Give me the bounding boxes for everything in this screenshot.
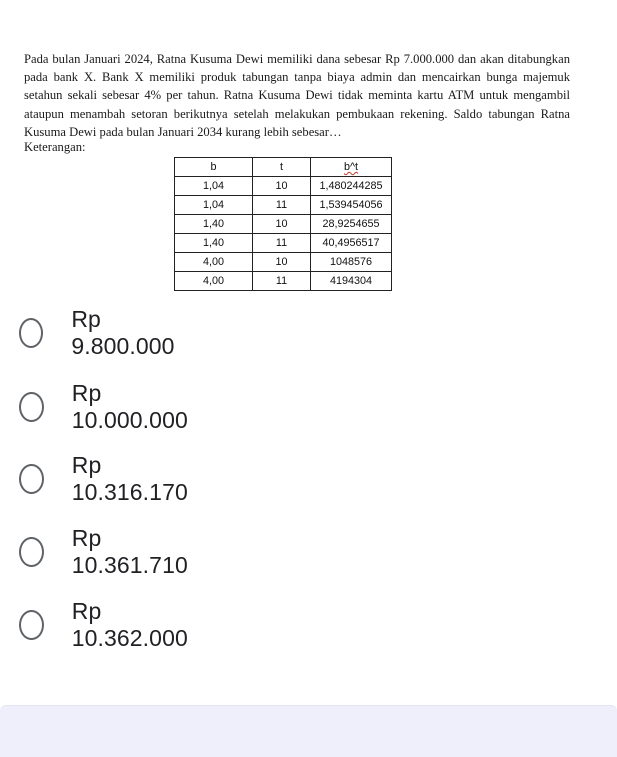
cell-t: 11	[253, 272, 311, 291]
cell-t: 11	[253, 234, 311, 253]
cell-b-pow-t: 40,4956517	[311, 234, 392, 253]
keterangan-label: Keterangan:	[24, 140, 86, 154]
option-label[interactable]: Rp 9.800.000	[71, 306, 175, 359]
option-label[interactable]: Rp 10.361.710	[71, 525, 188, 578]
cell-b-pow-t: 1,480244285	[311, 177, 392, 196]
option-3[interactable]	[19, 452, 193, 505]
cell-b: 4,00	[175, 253, 253, 272]
option-label[interactable]: Rp 10.316.170	[71, 452, 188, 505]
table-row	[175, 196, 392, 215]
exponent-table	[174, 157, 392, 291]
table-header-row	[175, 158, 392, 177]
radio-button-icon[interactable]	[19, 464, 44, 494]
cell-t: 10	[253, 253, 311, 272]
cell-t: 11	[253, 196, 311, 215]
radio-button-icon[interactable]	[19, 610, 44, 640]
table-row	[175, 272, 392, 291]
header-b: b	[175, 158, 253, 177]
cell-b: 1,04	[175, 196, 253, 215]
question-text	[24, 50, 570, 141]
radio-button-icon[interactable]	[19, 318, 43, 348]
table-row	[175, 253, 392, 272]
cell-b-pow-t: 1,539454056	[311, 196, 392, 215]
option-label[interactable]: Rp 10.000.000	[71, 380, 188, 433]
cell-b: 1,40	[175, 215, 253, 234]
next-card-edge	[0, 705, 617, 757]
cell-b-pow-t: 28,9254655	[311, 215, 392, 234]
option-2[interactable]	[19, 380, 193, 433]
cell-b-pow-t: 4194304	[311, 272, 392, 291]
cell-t: 10	[253, 215, 311, 234]
table-row	[175, 177, 392, 196]
cell-b: 1,40	[175, 234, 253, 253]
option-1[interactable]	[19, 306, 180, 359]
cell-b: 1,04	[175, 177, 253, 196]
question-paragraph: Pada bulan Januari 2024, Ratna Kusuma Dewi memiliki dana sebesar Rp 7.000.000 dan akan ditabungkan pada bank X. Bank X memiliki produk tabungan tanpa biaya admin dan mencairkan bunga majemuk setahun sekali sebesar 4% per tahun. Ratna Kusuma Dewi tidak meminta kartu ATM untuk mengambil ataupun menambah setoran berikutnya setelah melakukan pembukaan rekening. Saldo tabungan Ratna Kusuma Dewi pada bulan Januari 2034 kurang lebih sebesar…	[24, 52, 570, 139]
cell-t: 10	[253, 177, 311, 196]
option-4[interactable]	[19, 525, 193, 578]
table-row	[175, 234, 392, 253]
cell-b: 4,00	[175, 272, 253, 291]
header-t: t	[253, 158, 311, 177]
header-b-pow-t	[311, 158, 392, 177]
radio-button-icon[interactable]	[19, 537, 44, 567]
radio-button-icon[interactable]	[19, 392, 44, 422]
option-label[interactable]: Rp 10.362.000	[71, 598, 188, 651]
table-row	[175, 215, 392, 234]
option-5[interactable]	[19, 598, 193, 651]
header-b-pow-t-text: b^t	[343, 161, 359, 173]
cell-b-pow-t: 1048576	[311, 253, 392, 272]
